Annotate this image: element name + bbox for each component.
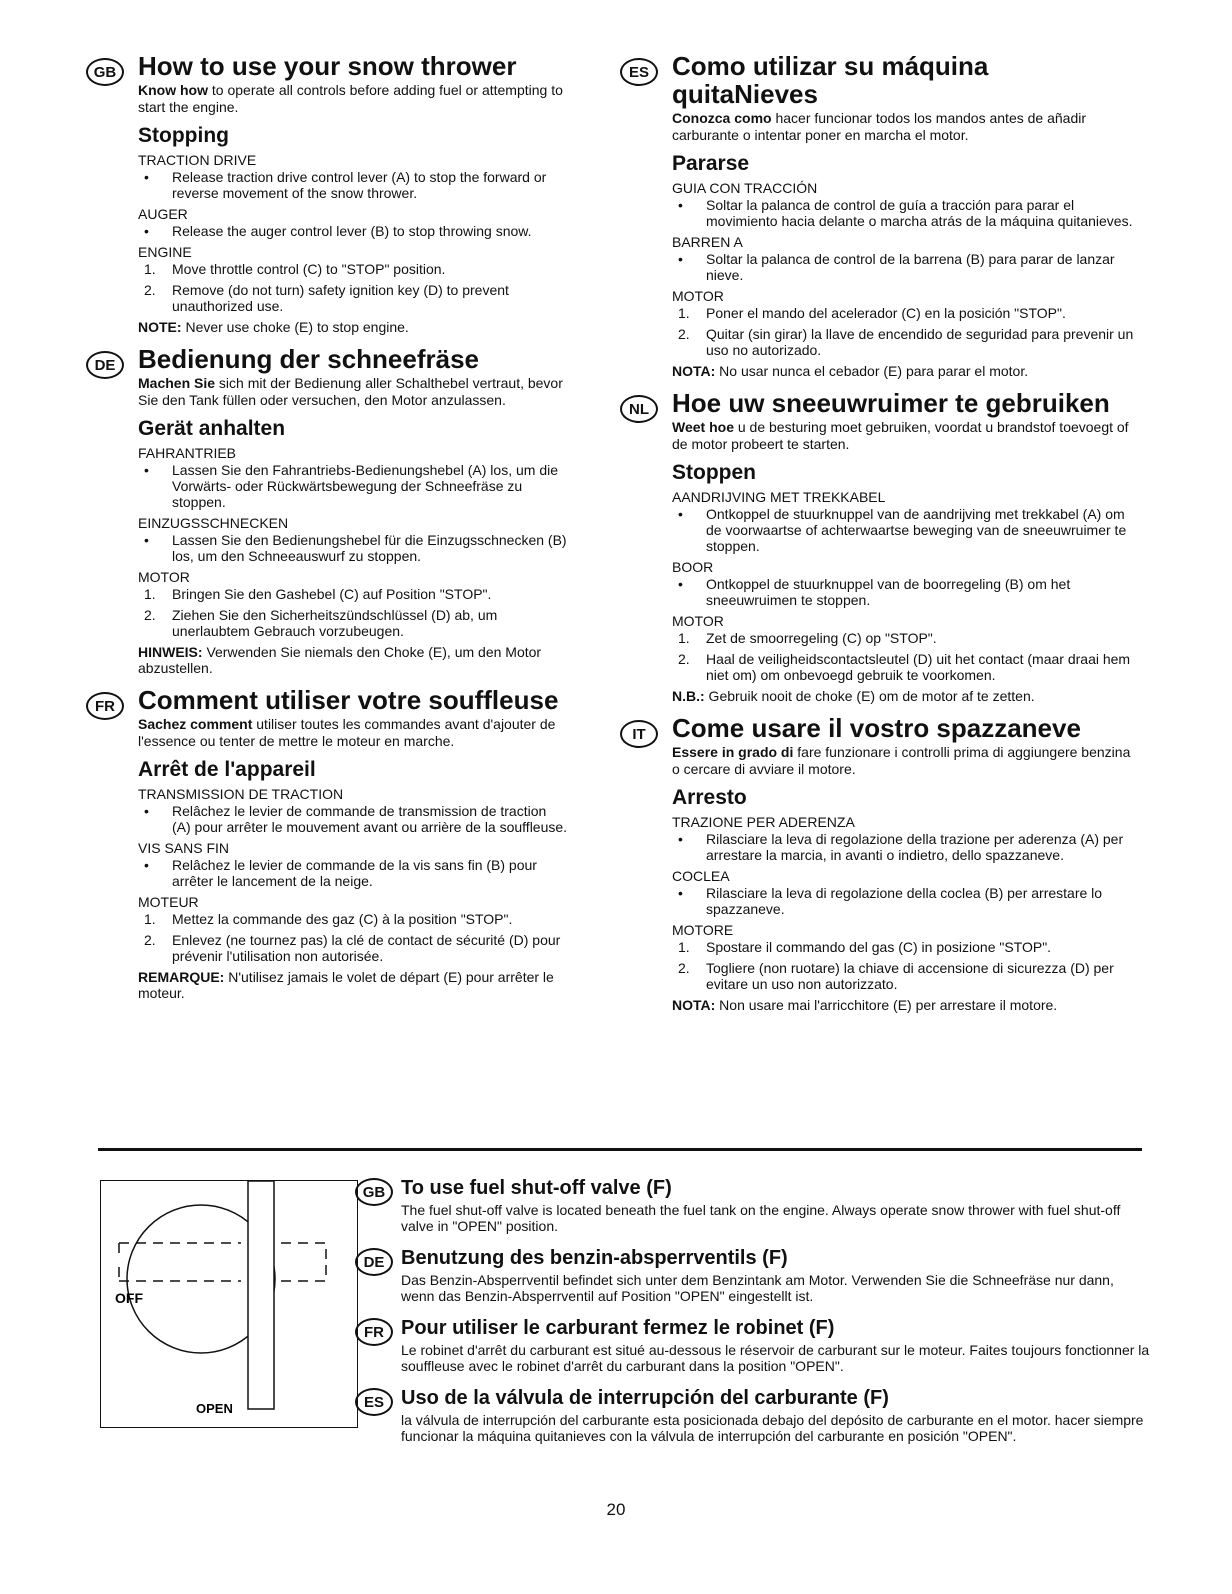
fuel-section-body: Das Benzin-Absperrventil befindet sich unter dem Benzintank am Motor. Verwenden Sie die Schneefräse nur dann, wenn das Benzin-Absperrventil auf Position "OPEN" eingestellt ist. xyxy=(401,1272,1114,1304)
intro-text: to operate all controls before adding fuel or attempting to start the engine. xyxy=(138,82,563,115)
language-badge: FR xyxy=(355,1318,393,1346)
intro-text: utiliser toutes les commandes avant d'ajouter de l'essence ou tenter de mettre le moteur en marche. xyxy=(138,716,556,749)
section-note xyxy=(672,997,1140,1013)
auger-item xyxy=(672,885,1140,917)
bullet-mark: • xyxy=(144,532,149,548)
section-title: Come usare il vostro spazzaneve xyxy=(672,713,1081,743)
note-text: Never use choke (E) to stop engine. xyxy=(181,319,409,335)
item-text: Soltar la palanca de control de la barrena (B) para parar de lanzar nieve. xyxy=(706,251,1115,283)
language-badge: ES xyxy=(355,1388,393,1416)
section-divider xyxy=(98,1148,1142,1151)
item-text: Rilasciare la leva di regolazione della trazione per aderenza (A) per arrestare la marcia, in avanti o indietro, dello spazzaneve. xyxy=(706,831,1124,863)
bullet-mark: • xyxy=(144,223,149,239)
item-text: Ziehen Sie den Sicherheitszündschlüssel (D) ab, um unerlaubtem Gebrauch vorzubeugen. xyxy=(172,607,498,639)
intro-bold: Weet hoe xyxy=(672,419,734,435)
item-text: Lassen Sie den Fahrantriebs-Bedienungshebel (A) los, um die Vorwärts- oder Rückwärtsbewegung der Schneefräse zu stoppen. xyxy=(172,462,559,510)
engine-heading: MOTOR xyxy=(138,569,190,585)
fuel-section-es xyxy=(355,1386,1150,1444)
auger-heading: BOOR xyxy=(672,559,714,575)
item-text: Quitar (sin girar) la llave de encendido de seguridad para prevenir un uso no autorizado. xyxy=(706,326,1134,358)
auger-item xyxy=(138,857,568,889)
language-badge: GB xyxy=(86,58,124,86)
bullet-mark: • xyxy=(144,803,149,819)
note-label: HINWEIS: xyxy=(138,644,203,660)
off-label: OFF xyxy=(115,1290,143,1306)
section-intro xyxy=(672,419,1140,453)
intro-bold: Conozca como xyxy=(672,110,772,126)
section-title: Como utilizar su máquina quitaNieves xyxy=(672,51,989,109)
note-text: Gebruik nooit de choke (E) om de motor af te zetten. xyxy=(704,688,1035,704)
page-number: 20 xyxy=(606,1500,626,1519)
engine-item-1 xyxy=(672,305,1140,321)
traction-drive-item xyxy=(672,831,1140,863)
note-label: N.B.: xyxy=(672,688,705,704)
section-title: Bedienung der schneefräse xyxy=(138,344,479,374)
section-nl xyxy=(620,389,1140,704)
bullet-mark: • xyxy=(678,506,683,522)
list-number: 1. xyxy=(144,261,156,277)
traction-drive-item xyxy=(672,506,1140,554)
section-note xyxy=(138,644,568,676)
section-note xyxy=(672,363,1140,379)
section-title: Hoe uw sneeuwruimer te gebruiken xyxy=(672,388,1110,418)
engine-heading: MOTOR xyxy=(672,288,724,304)
list-number: 1. xyxy=(678,305,690,321)
traction-drive-heading: GUIA CON TRACCIÓN xyxy=(672,180,818,196)
engine-item-1 xyxy=(672,939,1140,955)
section-note xyxy=(138,319,568,335)
item-text: Relâchez le levier de commande de la vis sans fin (B) pour arrêter le lancement de la neige. xyxy=(172,857,537,889)
fuel-section-body: la válvula de interrupción del carburante esta posicionada debajo del depósito de carburante en el motor. hacer siempre funcionar la máquina quitanieves con la válvula de interrupción del carburante en posición "OPEN". xyxy=(401,1412,1144,1444)
fuel-valve-sections xyxy=(355,1176,1150,1456)
section-gb xyxy=(86,52,568,335)
section-note xyxy=(672,688,1140,704)
engine-item-1 xyxy=(138,911,568,927)
bullet-mark: • xyxy=(678,576,683,592)
engine-item-2 xyxy=(138,607,568,639)
section-title: How to use your snow thrower xyxy=(138,51,517,81)
open-label: OPEN xyxy=(196,1401,233,1416)
engine-item-2 xyxy=(672,960,1140,992)
bullet-mark: • xyxy=(144,857,149,873)
stopping-title: Gerät anhalten xyxy=(138,417,286,440)
engine-item-2 xyxy=(138,282,568,314)
language-badge: IT xyxy=(620,720,658,748)
stopping-title: Pararse xyxy=(672,152,750,175)
item-text: Poner el mando del acelerador (C) en la posición "STOP". xyxy=(706,305,1066,321)
section-intro xyxy=(138,375,568,409)
section-intro xyxy=(672,110,1140,144)
section-es xyxy=(620,52,1140,379)
off-position-outline-lower xyxy=(119,1261,326,1281)
list-number: 2. xyxy=(144,932,156,948)
intro-bold: Essere in grado di xyxy=(672,744,794,760)
auger-heading: AUGER xyxy=(138,206,188,222)
engine-item-1 xyxy=(138,261,568,277)
bullet-mark: • xyxy=(678,885,683,901)
engine-heading: MOTORE xyxy=(672,922,734,938)
auger-heading: VIS SANS FIN xyxy=(138,840,230,856)
language-badge: FR xyxy=(86,692,124,720)
fuel-section-fr xyxy=(355,1316,1150,1374)
bullet-mark: • xyxy=(144,462,149,478)
bullet-mark: • xyxy=(678,831,683,847)
fuel-section-gb xyxy=(355,1176,1150,1234)
list-number: 1. xyxy=(144,911,156,927)
right-column xyxy=(620,52,1140,1023)
engine-heading: MOTOR xyxy=(672,613,724,629)
section-intro xyxy=(138,716,568,750)
engine-item-2 xyxy=(138,932,568,964)
stopping-title: Arrêt de l'appareil xyxy=(138,758,316,781)
fuel-section-title: Pour utiliser le carburant fermez le robinet (F) xyxy=(401,1317,835,1339)
fuel-section-de xyxy=(355,1246,1150,1304)
bullet-mark: • xyxy=(678,197,683,213)
item-text: Bringen Sie den Gashebel (C) auf Position "STOP". xyxy=(172,586,492,602)
fuel-valve-figure xyxy=(100,1180,358,1428)
intro-bold: Sachez comment xyxy=(138,716,253,732)
intro-text: u de besturing moet gebruiken, voordat u brandstof toevoegt of de motor probeert te starten. xyxy=(672,419,1129,452)
auger-heading: EINZUGSSCHNECKEN xyxy=(138,515,289,531)
bullet-mark: • xyxy=(678,251,683,267)
item-text: Relâchez le levier de commande de transmission de traction (A) pour arrêter le mouvement avant ou arrière de la souffleuse. xyxy=(172,803,568,835)
language-badge: DE xyxy=(86,351,124,379)
auger-item xyxy=(138,223,568,239)
traction-drive-item xyxy=(138,169,568,201)
auger-heading: COCLEA xyxy=(672,868,730,884)
note-text: No usar nunca el cebador (E) para parar el motor. xyxy=(715,363,1029,379)
item-text: Enlevez (ne tournez pas) la clé de contact de sécurité (D) pour prévenir l'utilisation non autorisée. xyxy=(172,932,561,964)
item-text: Mettez la commande des gaz (C) à la position "STOP". xyxy=(172,911,513,927)
item-text: Soltar la palanca de control de guía a tracción para parar el movimiento hacia delante o marcha atrás de la máquina quitanieves. xyxy=(706,197,1133,229)
traction-drive-heading: TRAZIONE PER ADERENZA xyxy=(672,814,855,830)
off-position-outline xyxy=(119,1243,326,1261)
engine-heading: MOTEUR xyxy=(138,894,199,910)
note-label: NOTE: xyxy=(138,319,182,335)
valve-lever xyxy=(248,1181,274,1409)
engine-item-1 xyxy=(138,586,568,602)
engine-item-1 xyxy=(672,630,1140,646)
intro-bold: Machen Sie xyxy=(138,375,216,391)
list-number: 2. xyxy=(678,326,690,342)
traction-drive-item xyxy=(138,462,568,510)
section-de xyxy=(86,345,568,676)
list-number: 1. xyxy=(678,939,690,955)
item-text: Remove (do not turn) safety ignition key (D) to prevent unauthorized use. xyxy=(172,282,509,314)
note-label: REMARQUE: xyxy=(138,969,225,985)
bullet-mark: • xyxy=(144,169,149,185)
item-text: Ontkoppel de stuurknuppel van de aandrijving met trekkabel (A) om de voorwaartse of achterwaartse beweging van de sneeuwruimer te stoppen. xyxy=(706,506,1127,554)
list-number: 2. xyxy=(678,960,690,976)
item-text: Ontkoppel de stuurknuppel van de boorregeling (B) om het sneeuwruimen te stoppen. xyxy=(706,576,1071,608)
section-intro xyxy=(672,744,1140,778)
note-label: NOTA: xyxy=(672,363,716,379)
engine-item-2 xyxy=(672,326,1140,358)
note-text: Verwenden Sie niemals den Choke (E), um den Motor abzustellen. xyxy=(138,644,542,676)
section-title: Comment utiliser votre souffleuse xyxy=(138,685,559,715)
item-text: Move throttle control (C) to "STOP" position. xyxy=(172,261,446,277)
item-text: Release traction drive control lever (A) to stop the forward or reverse movement of the snow thrower. xyxy=(172,169,547,201)
list-number: 2. xyxy=(144,607,156,623)
intro-text: fare funzionare i controlli prima di aggiungere benzina o cercare di avviare il motore. xyxy=(672,744,1131,777)
language-badge: DE xyxy=(355,1248,393,1276)
fuel-section-title: Uso de la válvula de interrupción del carburante (F) xyxy=(401,1387,889,1409)
traction-drive-heading: TRANSMISSION DE TRACTION xyxy=(138,786,344,802)
fuel-valve-illustration xyxy=(101,1181,356,1426)
traction-drive-item xyxy=(672,197,1140,229)
section-note xyxy=(138,969,568,1001)
language-badge: ES xyxy=(620,58,658,86)
list-number: 1. xyxy=(678,630,690,646)
auger-item xyxy=(138,532,568,564)
auger-item xyxy=(672,251,1140,283)
engine-heading: ENGINE xyxy=(138,244,192,260)
section-it xyxy=(620,714,1140,1013)
stopping-title: Stoppen xyxy=(672,461,756,484)
list-number: 1. xyxy=(144,586,156,602)
note-text: Non usare mai l'arricchitore (E) per arrestare il motore. xyxy=(715,997,1058,1013)
item-text: Spostare il commando del gas (C) in posizione "STOP". xyxy=(706,939,1052,955)
language-badge: NL xyxy=(620,395,658,423)
traction-drive-heading: AANDRIJVING MET TREKKABEL xyxy=(672,489,886,505)
fuel-section-title: Benutzung des benzin-absperrventils (F) xyxy=(401,1247,788,1269)
item-text: Zet de smoorregeling (C) op "STOP". xyxy=(706,630,937,646)
note-text: N'utilisez jamais le volet de départ (E) pour arrêter le moteur. xyxy=(138,969,554,1001)
traction-drive-heading: TRACTION DRIVE xyxy=(138,152,257,168)
fuel-section-title: To use fuel shut-off valve (F) xyxy=(401,1177,672,1199)
section-fr xyxy=(86,686,568,1001)
section-intro xyxy=(138,82,568,116)
item-text: Release the auger control lever (B) to stop throwing snow. xyxy=(172,223,532,239)
item-text: Togliere (non ruotare) la chiave di accensione di sicurezza (D) per evitare un uso non autorizzato. xyxy=(706,960,1114,992)
intro-bold: Know how xyxy=(138,82,208,98)
fuel-section-body: Le robinet d'arrêt du carburant est situé au-dessous le réservoir de carburant sur le moteur. Faites toujours fonctionner la souffleuse avec le robinet d'arrêt du carburant dans la position "OPEN". xyxy=(401,1342,1150,1374)
item-text: Rilasciare la leva di regolazione della coclea (B) per arrestare lo spazzaneve. xyxy=(706,885,1103,917)
traction-drive-heading: FAHRANTRIEB xyxy=(138,445,237,461)
note-label: NOTA: xyxy=(672,997,716,1013)
item-text: Lassen Sie den Bedienungshebel für die Einzugsschnecken (B) los, um den Schneeauswurf zu stoppen. xyxy=(172,532,567,564)
stopping-title: Stopping xyxy=(138,124,229,147)
engine-item-2 xyxy=(672,651,1140,683)
auger-heading: BARREN A xyxy=(672,234,743,250)
traction-drive-item xyxy=(138,803,568,835)
auger-item xyxy=(672,576,1140,608)
list-number: 2. xyxy=(144,282,156,298)
intro-text: sich mit der Bedienung aller Schalthebel vertraut, bevor Sie den Tank füllen oder versuchen, den Motor anzulassen. xyxy=(138,375,563,408)
stopping-title: Arresto xyxy=(672,786,747,809)
left-column xyxy=(86,52,568,1011)
list-number: 2. xyxy=(678,651,690,667)
fuel-section-body: The fuel shut-off valve is located beneath the fuel tank on the engine. Always operate snow thrower with fuel shut-off valve in "OPEN" position. xyxy=(401,1202,1121,1234)
item-text: Haal de veiligheidscontactsleutel (D) uit het contact (maar draai hem niet om) om onbevoegd gebruik te voorkomen. xyxy=(706,651,1131,683)
intro-text: hacer funcionar todos los mandos antes de añadir carburante o intentar poner en marcha el motor. xyxy=(672,110,1086,143)
language-badge: GB xyxy=(355,1178,393,1206)
